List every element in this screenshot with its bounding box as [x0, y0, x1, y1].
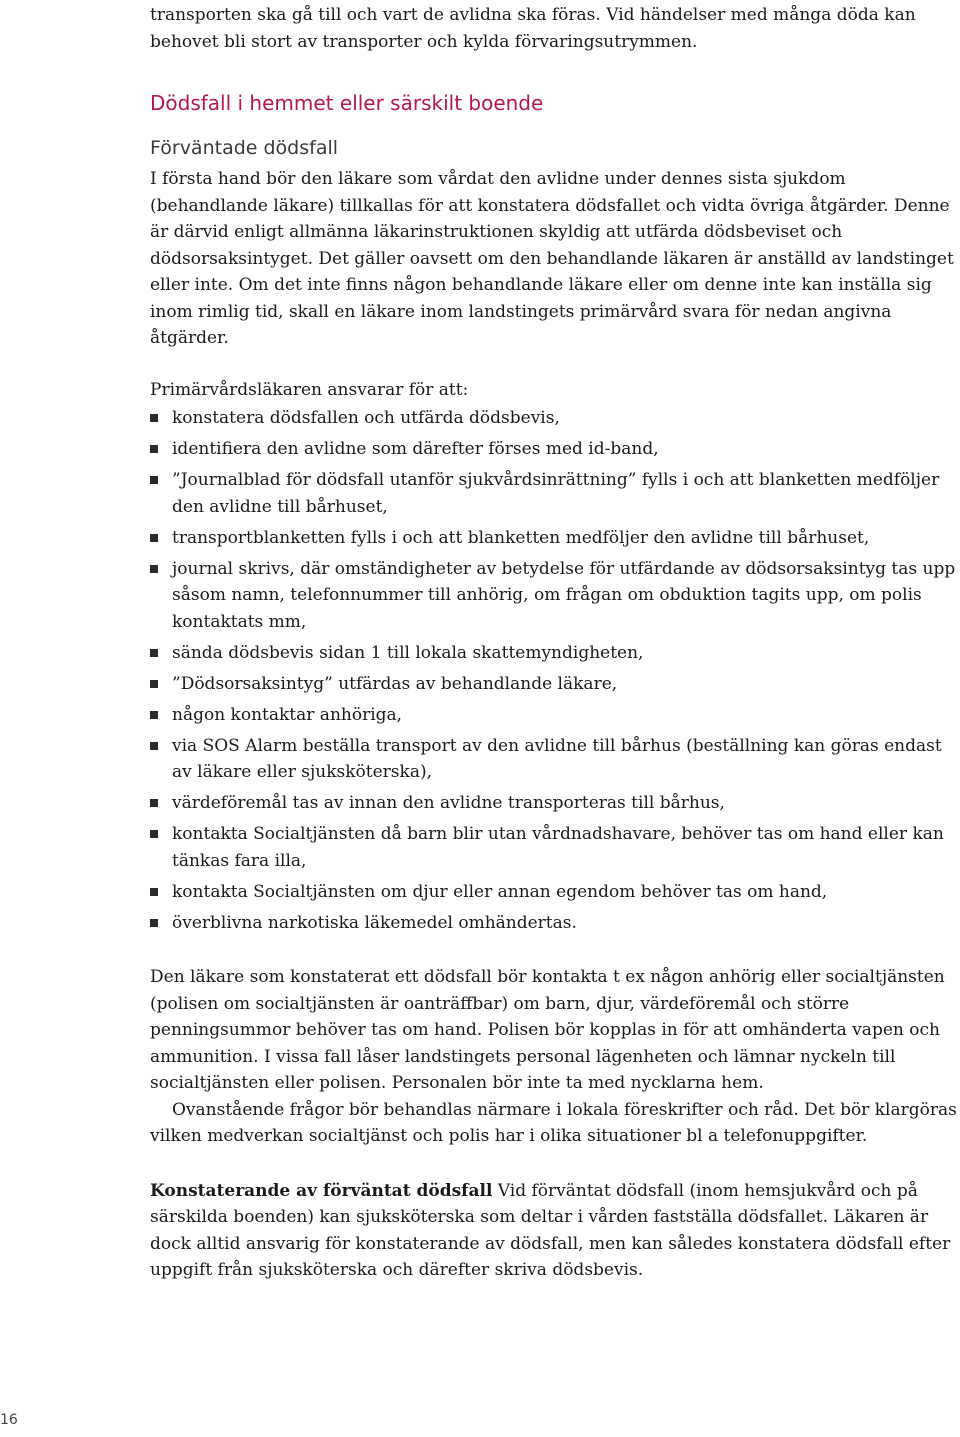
- bullet-icon: [150, 799, 158, 807]
- bullet-icon: [150, 711, 158, 719]
- list-item: [150, 405, 960, 432]
- intro-paragraph: transporten ska gå till och vart de avlidna ska föras. Vid händelser med många döda kan behovet bli stort av transporter och kylda förvaringsutrymmen.: [150, 5, 916, 52]
- list-item: [150, 733, 960, 786]
- list-intro: Primärvårdsläkaren ansvarar för att:: [150, 379, 469, 400]
- bullet-icon: [150, 476, 158, 484]
- list-item-text: ”Journalblad för dödsfall utanför sjukvårdsinrättning” fylls i och att blanketten medföljer den avlidne till bårhuset,: [172, 470, 940, 517]
- confirmation-lead: Konstaterande av förväntat dödsfall: [150, 1180, 493, 1201]
- section-title: Dödsfall i hemmet eller särskilt boende: [150, 91, 544, 115]
- list-item-text: värdeföremål tas av innan den avlidne transporteras till bårhus,: [172, 793, 725, 813]
- list-item: [150, 671, 960, 698]
- list-item-text: någon kontaktar anhöriga,: [172, 704, 403, 725]
- page-number: 16: [0, 1412, 18, 1428]
- list-item: [150, 467, 960, 520]
- bullet-icon: [150, 534, 158, 542]
- list-item: [150, 556, 960, 636]
- responsibility-list: [150, 405, 960, 936]
- confirmation-text: Vid förväntat dödsfall (inom hemsjukvård och på särskilda boenden) kan sjuksköterska som deltar i vården fastställa dödsfallet. Läkaren är dock alltid ansvarig för konstaterande av dödsfall, men kan således konstatera dödsfall efter uppgift från sjuksköterska och därefter skriva dödsbevis.: [150, 1180, 951, 1280]
- bullet-icon: [150, 565, 158, 573]
- list-item: [150, 525, 960, 552]
- list-item-text: via SOS Alarm beställa transport av den avlidne till bårhus (beställning kan göras endast av läkare eller sjuksköterska),: [172, 735, 942, 782]
- bullet-icon: [150, 445, 158, 453]
- after-list-block: [150, 964, 960, 1150]
- bullet-icon: [150, 414, 158, 422]
- list-item-text: journal skrivs, där omständigheter av betydelse för utfärdande av dödsorsaksintyg tas upp såsom namn, telefonnummer till anhörig, om frågan om obduktion tagits upp, om polis kontaktats mm,: [172, 558, 956, 632]
- bullet-icon: [150, 919, 158, 927]
- bullet-icon: [150, 742, 158, 750]
- bullet-icon: [150, 888, 158, 896]
- list-item-text: transportblanketten fylls i och att blanketten medföljer den avlidne till bårhuset,: [172, 527, 870, 548]
- list-item: [150, 879, 960, 906]
- list-item: [150, 790, 960, 817]
- list-item-text: kontakta Socialtjänsten då barn blir utan vårdnadshavare, behöver tas om hand eller kan tänkas fara illa,: [172, 824, 944, 871]
- list-item-text: identifiera den avlidne som därefter förses med id-band,: [172, 439, 659, 459]
- document-page: [150, 0, 960, 1284]
- bullet-icon: [150, 680, 158, 688]
- section-subtitle: Förväntade dödsfall: [150, 137, 339, 159]
- list-item-text: ”Dödsorsaksintyg” utfärdas av behandlande läkare,: [172, 673, 618, 694]
- list-item: [150, 702, 960, 729]
- list-item-text: överblivna narkotiska läkemedel omhändertas.: [172, 912, 577, 933]
- list-item-text: kontakta Socialtjänsten om djur eller annan egendom behöver tas om hand,: [172, 881, 828, 902]
- list-item: [150, 640, 960, 667]
- after-list-paragraph-2: Ovanstående frågor bör behandlas närmare i lokala föreskrifter och råd. Det bör klargöras vilken medverkan socialtjänst och polis har i olika situationer bl a telefonuppgifter.: [150, 1099, 957, 1146]
- after-list-paragraph-1: Den läkare som konstaterat ett dödsfall bör kontakta t ex någon anhörig eller socialtjänsten (polisen om socialtjänsten är oanträffbar) om barn, djur, värdeföremål och större penningsummor behöver tas om hand. Polisen bör kopplas in för att omhänderta vapen och ammunition. I vissa fall låser landstingets personal lägenheten och lämnar nyckeln till socialtjänsten eller polisen. Personalen bör inte ta med nycklarna hem.: [150, 967, 945, 1093]
- list-item: [150, 910, 960, 937]
- list-item: [150, 436, 960, 463]
- list-item-text: sända dödsbevis sidan 1 till lokala skattemyndigheten,: [172, 642, 644, 663]
- bullet-icon: [150, 830, 158, 838]
- list-item: [150, 821, 960, 874]
- bullet-icon: [150, 649, 158, 657]
- list-item-text: konstatera dödsfallen och utfärda dödsbevis,: [172, 408, 560, 428]
- section-paragraph: I första hand bör den läkare som vårdat den avlidne under dennes sista sjukdom (behandlande läkare) tillkallas för att konstatera dödsfallet och vidta övriga åtgärder. Denne är därvid enligt allmänna läkarinstruktionen skyldig att utfärda dödsbeviset och dödsorsaksintyget. Det gäller oavsett om den behandlande läkaren är anställd av landstinget eller inte. Om det inte finns någon behandlande läkare eller om denne inte kan inställa sig inom rimlig tid, skall en läkare inom landstingets primärvård svara för nedan angivna åtgärder.: [150, 169, 954, 348]
- confirmation-paragraph: [150, 1178, 960, 1284]
